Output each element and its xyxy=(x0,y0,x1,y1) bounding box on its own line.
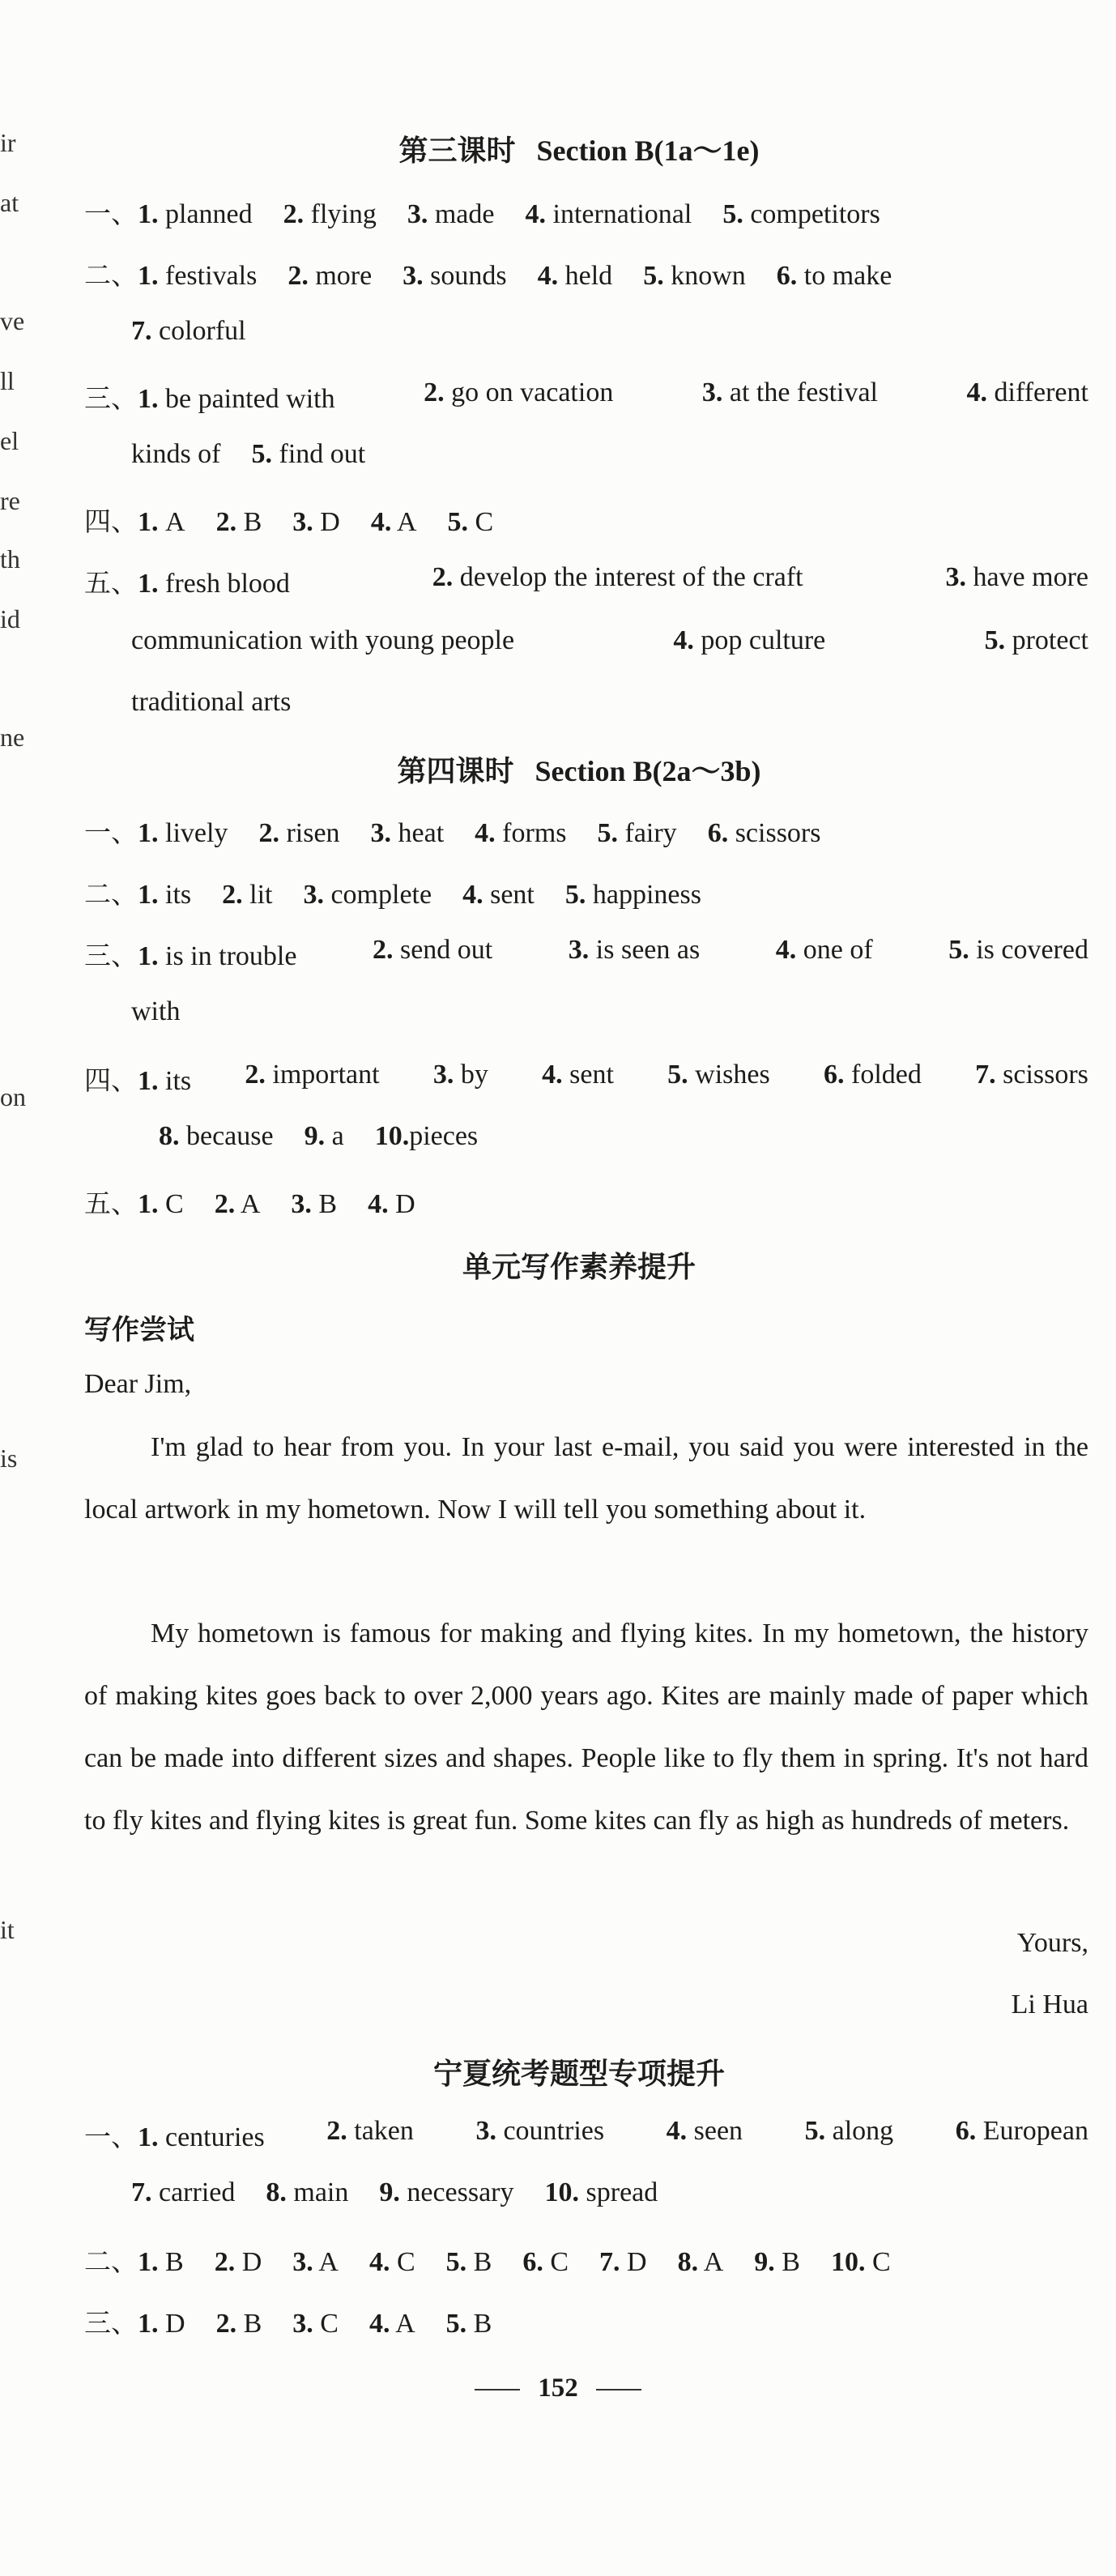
answer-row: 一、1. lively 2. risen 3. heat 4. forms 5. fairy 6. scissors xyxy=(84,817,821,848)
section-title-cn: 第三课时 xyxy=(398,134,516,168)
section-title-en: Section B(2a～3b) xyxy=(535,755,761,787)
answer-row: 二、1. its 2. lit 3. complete 4. sent 5. happiness xyxy=(84,878,701,910)
answer-row: 二、1. B 2. D 3. A 4. C 5. B 6. C 7. D 8. A 9. B 10. C xyxy=(84,2245,891,2277)
letter-paragraph: My hometown is famous for making and flying kites. In my hometown, the history of making kites goes back to over 2,000 years ago. Kites are mainly made of paper which can be made into different sizes and shapes. People like to fly them in spring. It's not hard to fly kites and flying kites is great fun. Some kites can fly as high as hundreds of meters. xyxy=(84,1619,1088,1836)
answer-row: 三、1. is in trouble 2. send out 3. is seen as 4. one of 5. is covered xyxy=(84,935,1088,971)
letter-salutation: Dear Jim, xyxy=(84,1369,192,1399)
section-title-cn: 第四课时 xyxy=(397,755,514,788)
edge-fragment: th xyxy=(0,544,20,574)
edge-fragment: ir xyxy=(0,128,16,157)
edge-fragment: id xyxy=(0,604,20,633)
writing-heading: 写作尝试 xyxy=(84,1314,194,1346)
answer-row: communication with young people 4. pop culture 5. protect xyxy=(131,625,1088,655)
edge-fragment: re xyxy=(0,486,20,515)
answer-row: 7. carried 8. main 9. necessary 10. spread xyxy=(131,2177,658,2207)
answer-row: with xyxy=(131,996,181,1026)
answer-row: 一、1. planned 2. flying 3. made 4. international 5. competitors xyxy=(84,198,880,229)
edge-fragment: ne xyxy=(0,723,25,752)
answer-row: 一、1. centuries 2. taken 3. countries 4. seen 5. along 6. European xyxy=(84,2116,1088,2152)
section-title: 宁夏统考题型专项提升 xyxy=(432,2058,725,2091)
edge-fragment: el xyxy=(0,426,19,455)
answer-row: 二、1. festivals 2. more 3. sounds 4. held 5. known 6. to make xyxy=(84,259,892,291)
answer-row: 7. colorful xyxy=(131,316,246,346)
edge-fragment: ve xyxy=(0,306,25,335)
answer-row: 四、1. A 2. B 3. D 4. A 5. C xyxy=(84,505,494,537)
page-number: 152 xyxy=(0,2373,1116,2403)
writing-section-title: 单元写作素养提升 xyxy=(462,1251,696,1284)
answer-row: 五、1. fresh blood 2. develop the interest of the craft 3. have more xyxy=(84,562,1088,599)
answer-row: 三、1. be painted with 2. go on vacation 3. at the festival 4. different xyxy=(84,377,1088,414)
edge-fragment: it xyxy=(0,1915,15,1944)
section-title xyxy=(81,748,1077,790)
letter-paragraph: I'm glad to hear from you. In your last e-mail, you said you were interested in the local artwork in my hometown. Now I will tell you something about it. xyxy=(84,1432,1088,1525)
edge-fragment: at xyxy=(0,188,19,217)
letter-closing: Yours, xyxy=(1016,1928,1088,1958)
edge-fragment: is xyxy=(0,1444,18,1473)
answer-row: 8. because 9. a 10.pieces xyxy=(159,1121,479,1151)
page-number-dash xyxy=(596,2389,641,2390)
section-title xyxy=(81,128,1077,169)
edge-fragment: ll xyxy=(0,366,15,395)
page-number-dash xyxy=(475,2389,520,2390)
answer-row: traditional arts xyxy=(131,687,292,717)
answer-row: 三、1. D 2. B 3. C 4. A 5. B xyxy=(84,2307,492,2339)
letter-signature: Li Hua xyxy=(1011,1990,1088,2019)
answer-row: kinds of 5. find out xyxy=(131,439,366,469)
edge-fragment: on xyxy=(0,1082,26,1111)
section-title-en: Section B(1a～1e) xyxy=(536,134,760,167)
answer-row: 五、1. C 2. A 3. B 4. D xyxy=(84,1188,415,1219)
answer-row: 四、1. its 2. important 3. by 4. sent 5. wishes 6. folded 7. scissors xyxy=(84,1060,1088,1096)
